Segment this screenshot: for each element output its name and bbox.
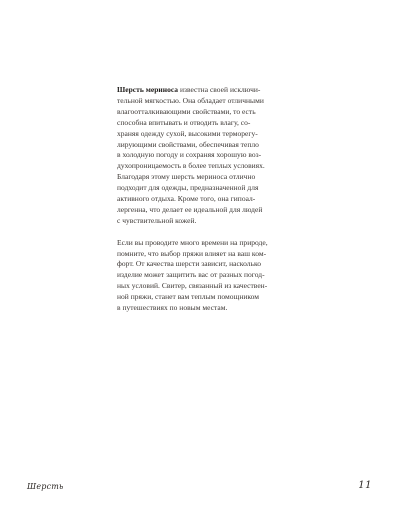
page-number: 11	[358, 480, 372, 491]
paragraph-line: в холодную погоду и сохраняя хорошую воз-	[117, 150, 262, 160]
paragraph-line: подходит для одежды, предназначенной для	[117, 183, 259, 193]
paragraph-line: способна впитывать и отводить влагу, со-	[117, 117, 251, 127]
text-column	[117, 85, 281, 314]
paragraph-line: ных условий. Свитер, связанный из качествен-	[117, 281, 268, 291]
paragraph-line: духопроницаемость в более теплых условиях.	[117, 161, 265, 171]
lead-term: Шерсть мериноса	[117, 85, 179, 94]
paragraph-line: в путешествиях по новым местам.	[117, 303, 228, 313]
lead-line-rest: известна своей исключи-	[178, 85, 261, 94]
paragraph-line: с чувствительной кожей.	[117, 215, 197, 225]
paragraph-line: форт. От качества шерсти зависит, насколько	[117, 259, 262, 269]
paragraph-line: влагоотталкивающими свойствами, то есть	[117, 106, 256, 116]
paragraph-line: изделие может защитить вас от разных погод-	[117, 270, 265, 280]
paragraph-merino	[117, 85, 281, 227]
paragraph-line: лергенна, что делает ее идеальной для людей	[117, 204, 263, 214]
paragraph-nature	[117, 238, 281, 314]
paragraph-line: помните, что выбор пряжи влияет на ваш ком-	[117, 248, 267, 258]
paragraph-line: Если вы проводите много времени на природе,	[117, 237, 268, 247]
paragraph-line: активного отдыха. Кроме того, она гипоал-	[117, 194, 256, 204]
paragraph-line: ной пряжи, станет вам теплым помощником	[117, 292, 260, 302]
paragraph-line	[117, 85, 281, 96]
paragraph-line: тельной мягкостью. Она обладает отличными	[117, 95, 264, 105]
paragraph-line: лирующими свойствами, обеспечивая тепло	[117, 139, 259, 149]
footer-logo: Шерсть	[27, 482, 64, 491]
paragraph-line: Благодаря этому шерсть мериноса отлично	[117, 172, 256, 182]
paragraph-line: храняя одежду сухой, высокими терморегу-	[117, 128, 258, 138]
